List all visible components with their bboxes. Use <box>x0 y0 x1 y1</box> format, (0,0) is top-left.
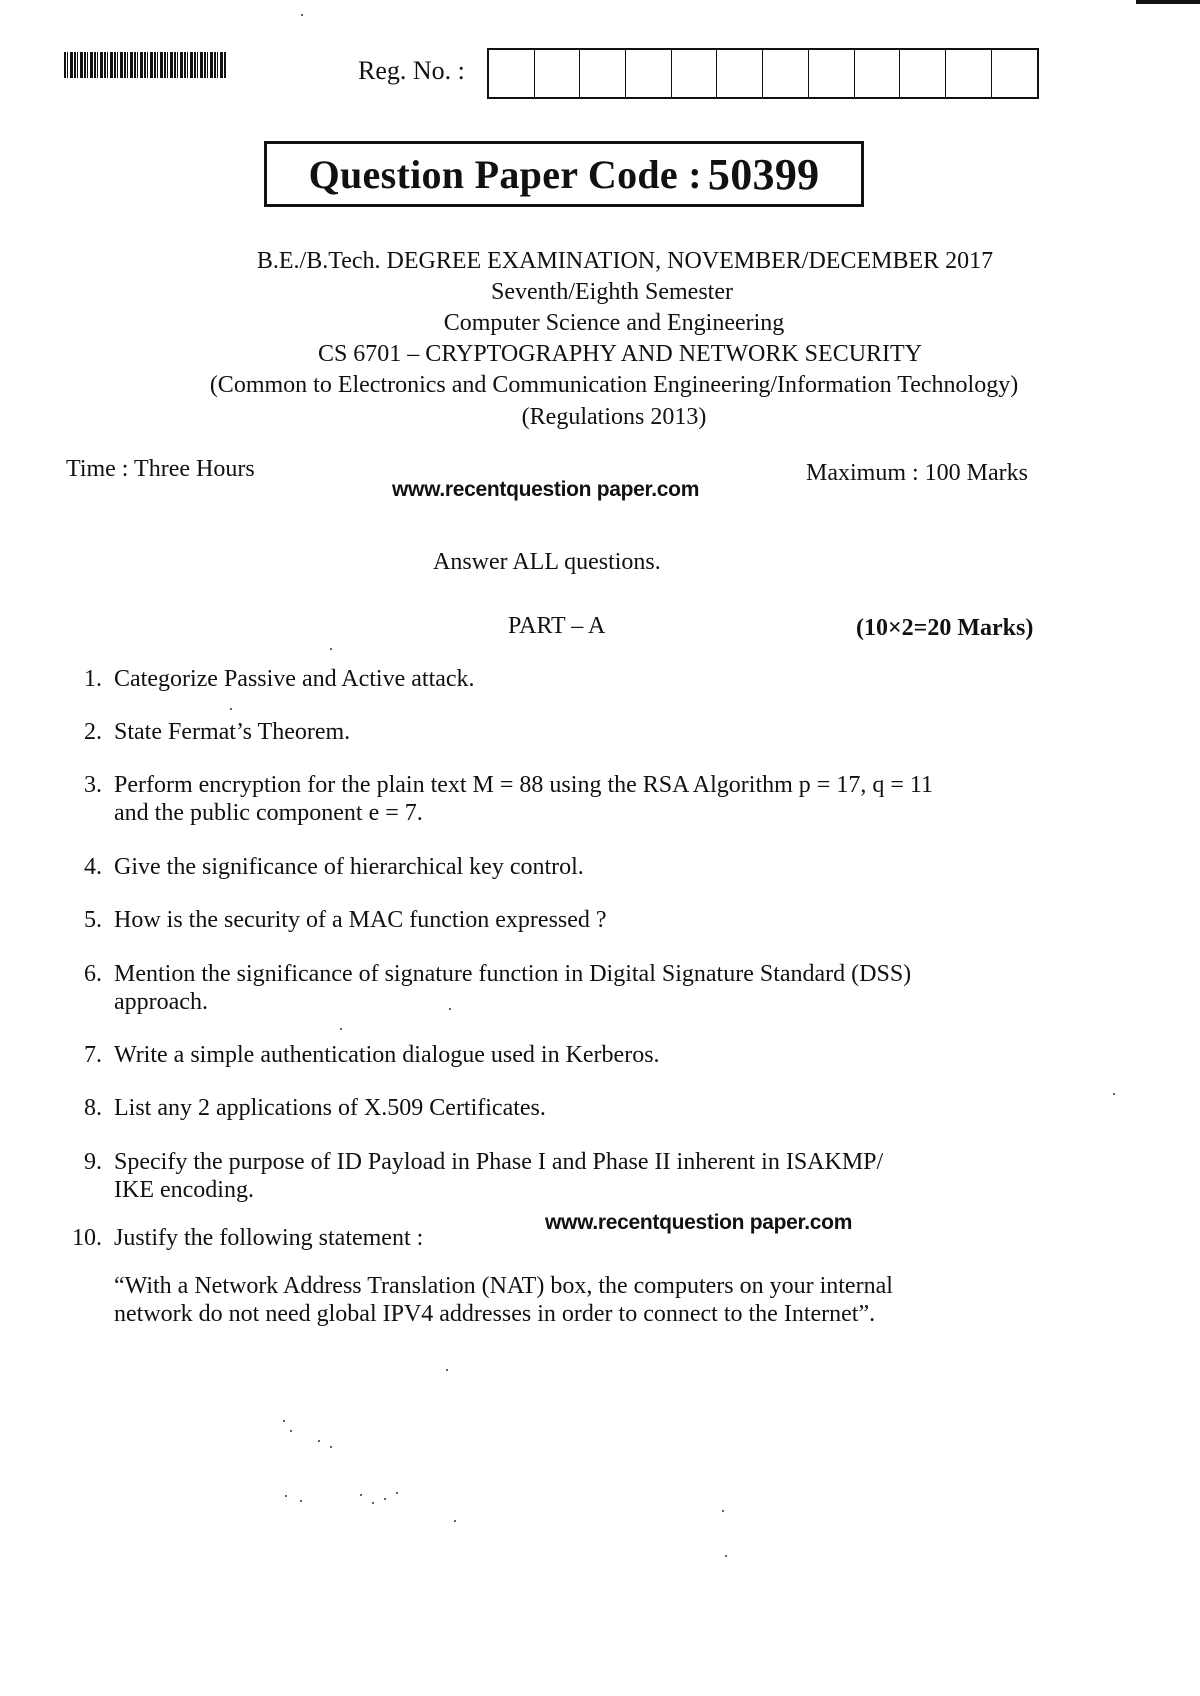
question-quote <box>114 1272 1074 1328</box>
question-number: 5. <box>84 907 102 933</box>
scan-speck <box>446 1369 448 1371</box>
reg-no-box[interactable] <box>763 50 809 97</box>
reg-no-box[interactable] <box>809 50 855 97</box>
scan-speck <box>301 14 303 16</box>
watermark: www.recentquestion paper.com <box>392 478 700 501</box>
question-number: 9. <box>84 1149 102 1175</box>
question-text: Categorize Passive and Active attack. <box>114 666 475 692</box>
barcode <box>64 52 226 78</box>
scan-speck <box>230 708 232 710</box>
scan-edge-mark <box>1136 0 1200 4</box>
question-paper-code-box <box>264 141 864 207</box>
reg-no-box[interactable] <box>626 50 672 97</box>
reg-no-label: Reg. No. : <box>358 56 465 85</box>
question-paper-code-number: 50399 <box>707 149 820 199</box>
scan-speck <box>360 1494 362 1496</box>
reg-no-box[interactable] <box>489 50 535 97</box>
scan-speck <box>330 648 332 650</box>
question-text: Give the significance of hierarchical key control. <box>114 854 584 880</box>
scan-speck <box>340 1028 342 1030</box>
question-number: 6. <box>84 961 102 987</box>
question-number: 7. <box>84 1042 102 1068</box>
question-text <box>114 1148 1074 1204</box>
time-allowed: Time : Three Hours <box>66 456 255 482</box>
question-number: 2. <box>84 719 102 745</box>
question-text: List any 2 applications of X.509 Certificates. <box>114 1095 546 1121</box>
reg-no-box[interactable] <box>855 50 901 97</box>
reg-no-box[interactable] <box>717 50 763 97</box>
scan-speck <box>330 1446 332 1448</box>
scan-speck <box>300 1500 302 1502</box>
reg-no-box[interactable] <box>672 50 718 97</box>
scan-speck <box>454 1520 456 1522</box>
question-text-line: Specify the purpose of ID Payload in Phase I and Phase II inherent in ISAKMP/ <box>114 1149 884 1175</box>
course-title: CS 6701 – CRYPTOGRAPHY AND NETWORK SECURITY <box>317 341 923 367</box>
quote-line: network do not need global IPV4 addresses in order to connect to the Internet”. <box>114 1301 876 1327</box>
scan-speck <box>318 1440 320 1442</box>
reg-no-box[interactable] <box>580 50 626 97</box>
reg-no-box[interactable] <box>946 50 992 97</box>
part-marks: (10×2=20 Marks) <box>856 615 1034 641</box>
scan-speck <box>396 1492 398 1494</box>
scan-speck <box>1113 1093 1115 1095</box>
question-text: Justify the following statement : <box>114 1225 424 1251</box>
question-text-line: and the public component e = 7. <box>114 800 423 826</box>
question-text-line: Mention the significance of signature function in Digital Signature Standard (DSS) <box>114 961 912 987</box>
scan-speck <box>290 1430 292 1432</box>
question-text <box>114 960 1074 1016</box>
watermark: www.recentquestion paper.com <box>545 1211 853 1234</box>
reg-no-box[interactable] <box>535 50 581 97</box>
instruction: Answer ALL questions. <box>433 549 661 575</box>
part-heading: PART – A <box>508 613 606 639</box>
question-paper-code-label: Question Paper Code : <box>308 151 702 197</box>
regulations: (Regulations 2013) <box>521 404 707 430</box>
question-text: How is the security of a MAC function expressed ? <box>114 907 607 933</box>
question-text-line: approach. <box>114 989 208 1015</box>
question-text: Write a simple authentication dialogue used in Kerberos. <box>114 1042 660 1068</box>
reg-no-box[interactable] <box>992 50 1038 97</box>
common-to: (Common to Electronics and Communication Engineering/Information Technology) <box>209 372 1019 398</box>
scan-speck <box>722 1510 724 1512</box>
exam-title: B.E./B.Tech. DEGREE EXAMINATION, NOVEMBER/DECEMBER 2017 <box>256 248 994 274</box>
scan-speck <box>384 1498 386 1500</box>
reg-no-boxes <box>487 48 1039 99</box>
reg-no-box[interactable] <box>900 50 946 97</box>
question-number: 1. <box>84 666 102 692</box>
question-number: 10. <box>72 1225 102 1251</box>
department: Computer Science and Engineering <box>443 310 785 336</box>
question-number: 4. <box>84 854 102 880</box>
scan-speck <box>725 1555 727 1557</box>
question-number: 8. <box>84 1095 102 1121</box>
quote-line: “With a Network Address Translation (NAT) box, the computers on your internal <box>114 1273 893 1299</box>
question-text-line: Perform encryption for the plain text M = 88 using the RSA Algorithm p = 17, q = 11 <box>114 772 933 798</box>
scan-speck <box>285 1495 287 1497</box>
scan-speck <box>372 1502 374 1504</box>
scan-speck <box>283 1420 285 1422</box>
question-text-line: IKE encoding. <box>114 1177 254 1203</box>
semester: Seventh/Eighth Semester <box>491 279 733 305</box>
question-number: 3. <box>84 772 102 798</box>
maximum-marks: Maximum : 100 Marks <box>806 460 1028 486</box>
question-text: State Fermat’s Theorem. <box>114 719 351 745</box>
question-text <box>114 771 1074 827</box>
